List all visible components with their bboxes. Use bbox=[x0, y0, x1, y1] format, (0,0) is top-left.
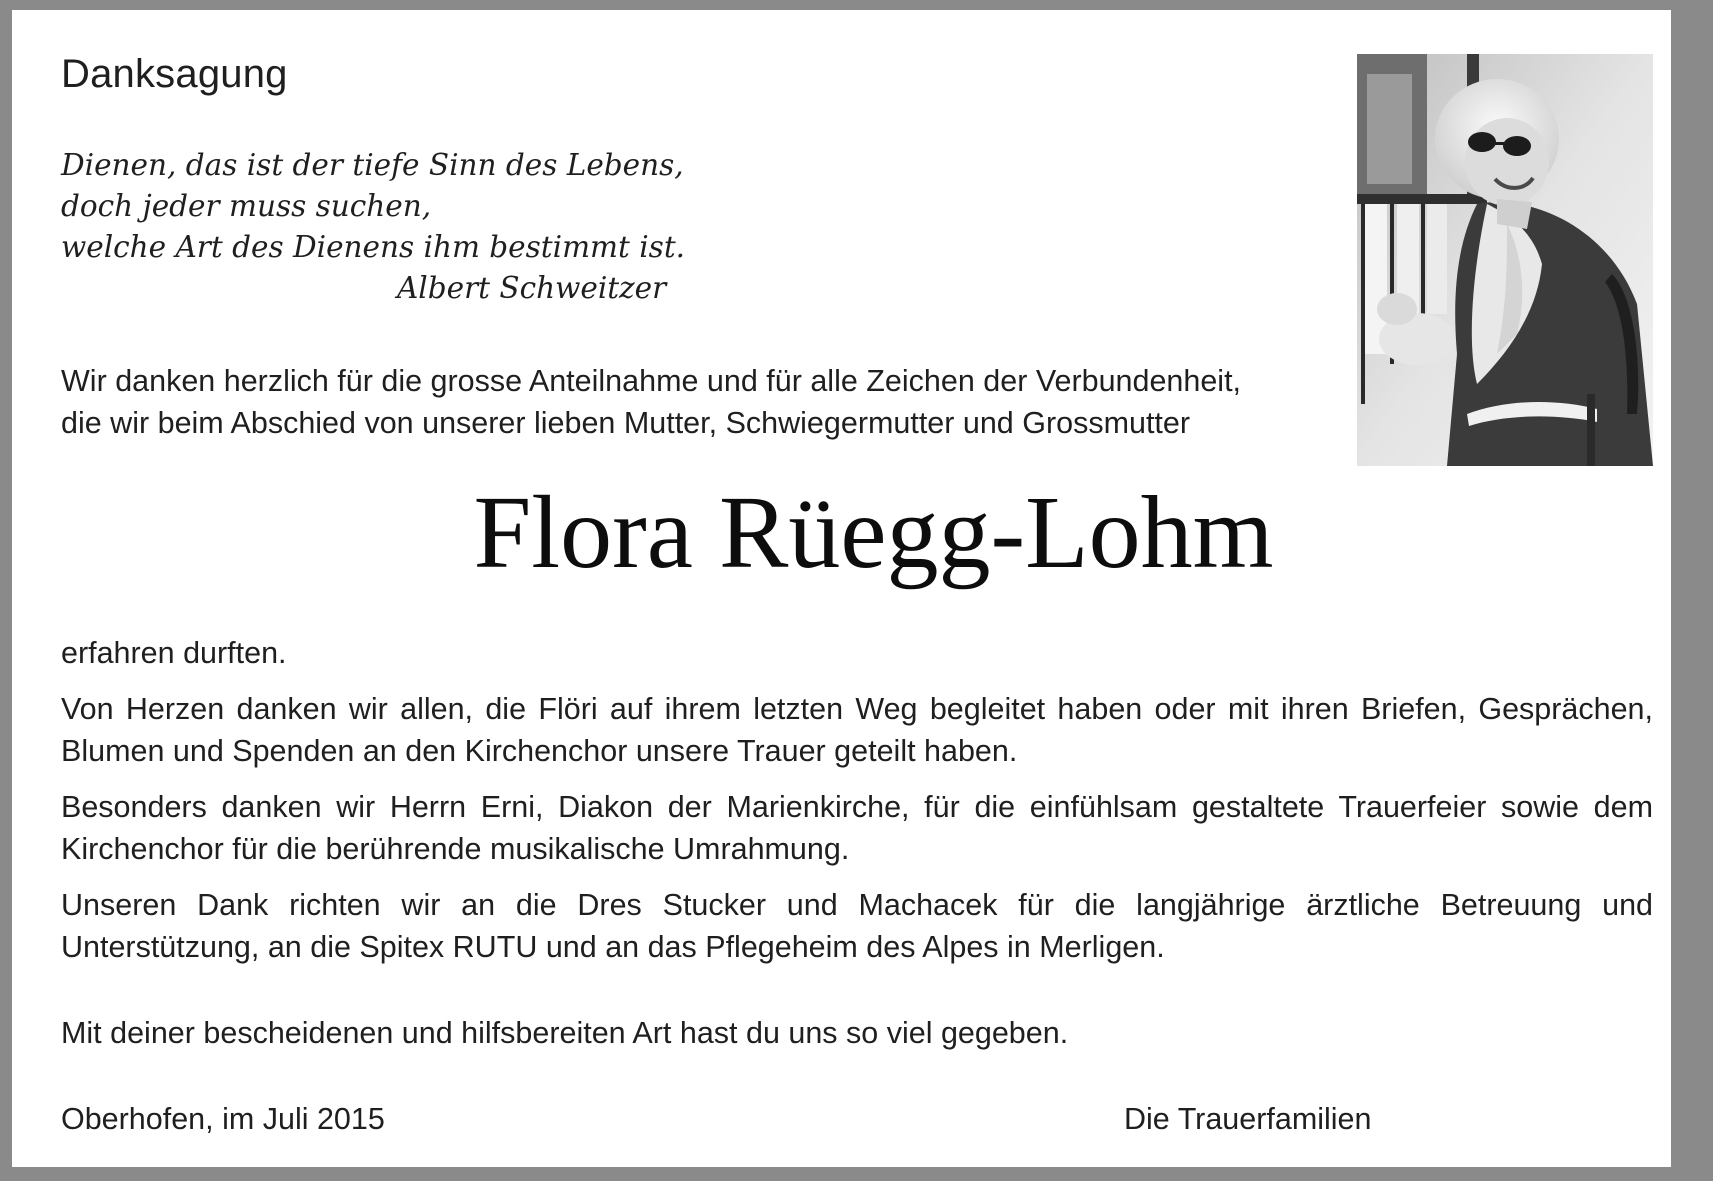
thanks-intro bbox=[61, 360, 1241, 444]
portrait-photo bbox=[1357, 54, 1653, 466]
paragraph: Von Herzen danken wir allen, die Flöri auf ihrem letzten Weg begleitet haben oder mit ihren Briefen, Gesprächen, Blumen und Spenden an den Kirchenchor unsere Trauer geteilt haben. bbox=[61, 692, 1653, 768]
intro-line: Wir danken herzlich für die grosse Anteilnahme und für alle Zeichen der Verbundenheit, bbox=[61, 364, 1242, 398]
thanks-body bbox=[61, 632, 1653, 968]
closing-line: Mit deiner bescheidenen und hilfsbereiten Art hast du uns so viel gegeben. bbox=[61, 1016, 1069, 1050]
quote-author: Albert Schweitzer bbox=[397, 271, 667, 305]
place-date: Oberhofen, im Juli 2015 bbox=[61, 1102, 385, 1136]
paragraph: Unseren Dank richten wir an die Dres Stucker und Machacek für die langjährige ärztliche Betreuung und Unterstützung, an die Spitex RUTU und an das Pflegeheim des Alpes in Merligen. bbox=[61, 888, 1653, 964]
quote-line: doch jeder muss suchen, bbox=[61, 189, 432, 223]
intro-line: die wir beim Abschied von unserer lieben Mutter, Schwiegermutter und Grossmutter bbox=[61, 406, 1191, 440]
paragraph: Besonders danken wir Herrn Erni, Diakon der Marienkirche, für die einfühlsam gestaltete Trauerfeier sowie dem Kirchenchor für die berührende musikalische Umrahmung. bbox=[61, 790, 1653, 866]
notice-heading: Danksagung bbox=[61, 52, 288, 96]
signature: Die Trauerfamilien bbox=[1124, 1102, 1372, 1136]
portrait-photo-icon bbox=[1357, 54, 1653, 466]
quote-block bbox=[61, 145, 685, 309]
deceased-name: Flora Rüegg-Lohm bbox=[473, 475, 1274, 590]
quote-line: welche Art des Dienens ihm bestimmt ist. bbox=[61, 230, 686, 264]
quote-line: Dienen, das ist der tiefe Sinn des Lebens, bbox=[61, 148, 684, 182]
paragraph: erfahren durften. bbox=[61, 636, 287, 670]
